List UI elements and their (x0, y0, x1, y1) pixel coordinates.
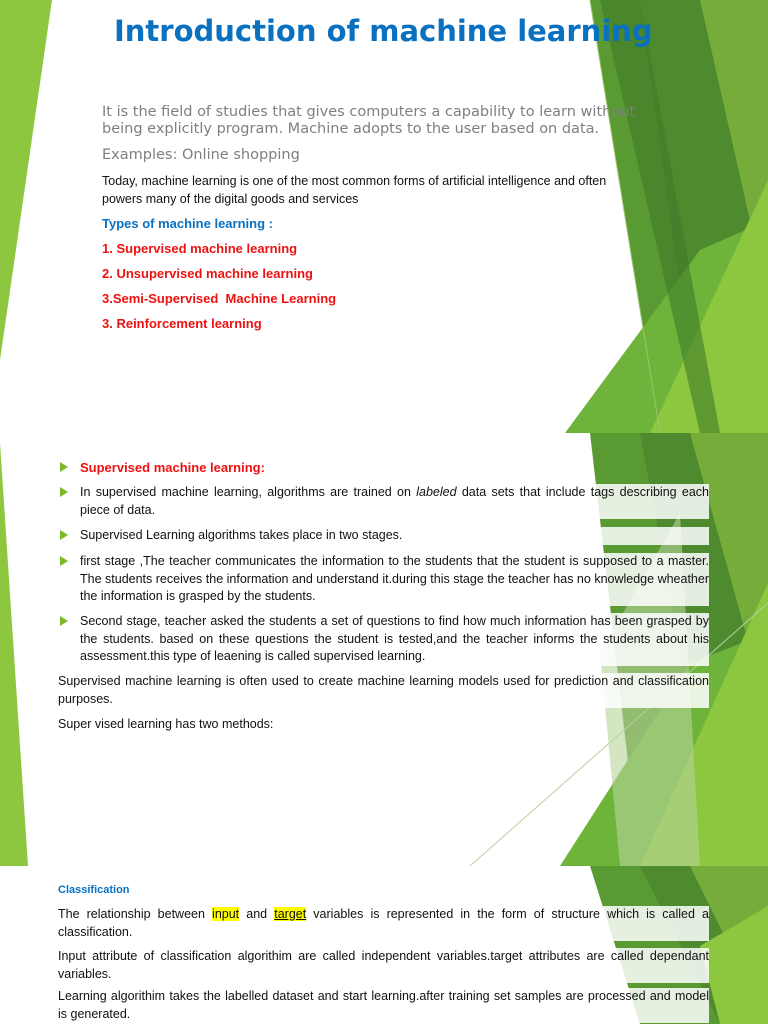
classification-heading: Classification (58, 884, 130, 896)
slide-1 (0, 0, 768, 433)
text-segment: In supervised machine learning, algorithms are trained on (80, 485, 417, 499)
bullet-labeled-data (80, 484, 709, 519)
intro-line-1: It is the field of studies that gives computers a capability to learn without (102, 104, 636, 120)
examples-text: Examples: Online shopping (102, 147, 300, 163)
bullet-icon (60, 556, 68, 566)
text-segment: and (239, 907, 275, 921)
input-highlight: input (212, 907, 240, 921)
bullet-icon (60, 462, 68, 472)
bullet-second-stage: Second stage, teacher asked the students a set of questions to find how much information has been grasped by the students. based on these questions the student is tested,and the teacher informs the students about his assessment.this type of leaening is called supervised learning. (80, 613, 709, 666)
text-segment: The relationship between (58, 907, 213, 921)
type-item-3: 3.Semi-Supervised Machine Learning (102, 291, 337, 306)
bullet-icon (60, 616, 68, 626)
types-heading: Types of machine learning : (102, 216, 273, 231)
slide-2 (0, 433, 768, 866)
slide-title: Introduction of machine learning (114, 14, 653, 48)
today-line-1: Today, machine learning is one of the most common forms of artificial intelligence and often (102, 174, 607, 188)
classification-paragraph-3: Learning algorithim takes the labelled dataset and start learning.after training set samples are processed and model is generated. (58, 988, 709, 1023)
text-segment: data sets that include tags describing each piece of data. (80, 485, 709, 517)
slide-3 (0, 866, 768, 1024)
supervised-heading: Supervised machine learning: (80, 460, 265, 475)
today-line-2: powers many of the digital goods and services (102, 192, 359, 206)
text-segment: variables is represented in the form of structure which is called a classification. (58, 907, 709, 939)
target-highlight: target (274, 907, 307, 921)
bullet-icon (60, 530, 68, 540)
intro-line-2: being explicitly program. Machine adopts to the user based on data. (102, 121, 600, 137)
bullet-first-stage: first stage ,The teacher communicates the information to the students that the student is supposed to a master. The students receives the information and understand it.during this stage the teacher has no knowledge wheather the information is grasped by the students. (80, 553, 709, 606)
type-item-2: 2. Unsupervised machine learning (102, 266, 313, 281)
methods-paragraph: Super vised learning has two methods: (58, 717, 274, 731)
supervised-usage-paragraph: Supervised machine learning is often used to create machine learning models used for prediction and classification purposes. (58, 673, 709, 708)
type-item-1: 1. Supervised machine learning (102, 241, 298, 256)
bullet-icon (60, 487, 68, 497)
classification-paragraph-1 (58, 906, 709, 941)
type-item-4: 3. Reinforcement learning (102, 316, 262, 331)
labeled-emphasis: labeled (416, 485, 457, 499)
classification-paragraph-2: Input attribute of classification algorithim are called independent variables.target attributes are called dependant variables. (58, 948, 709, 983)
bullet-two-stages: Supervised Learning algorithms takes place in two stages. (80, 527, 709, 545)
